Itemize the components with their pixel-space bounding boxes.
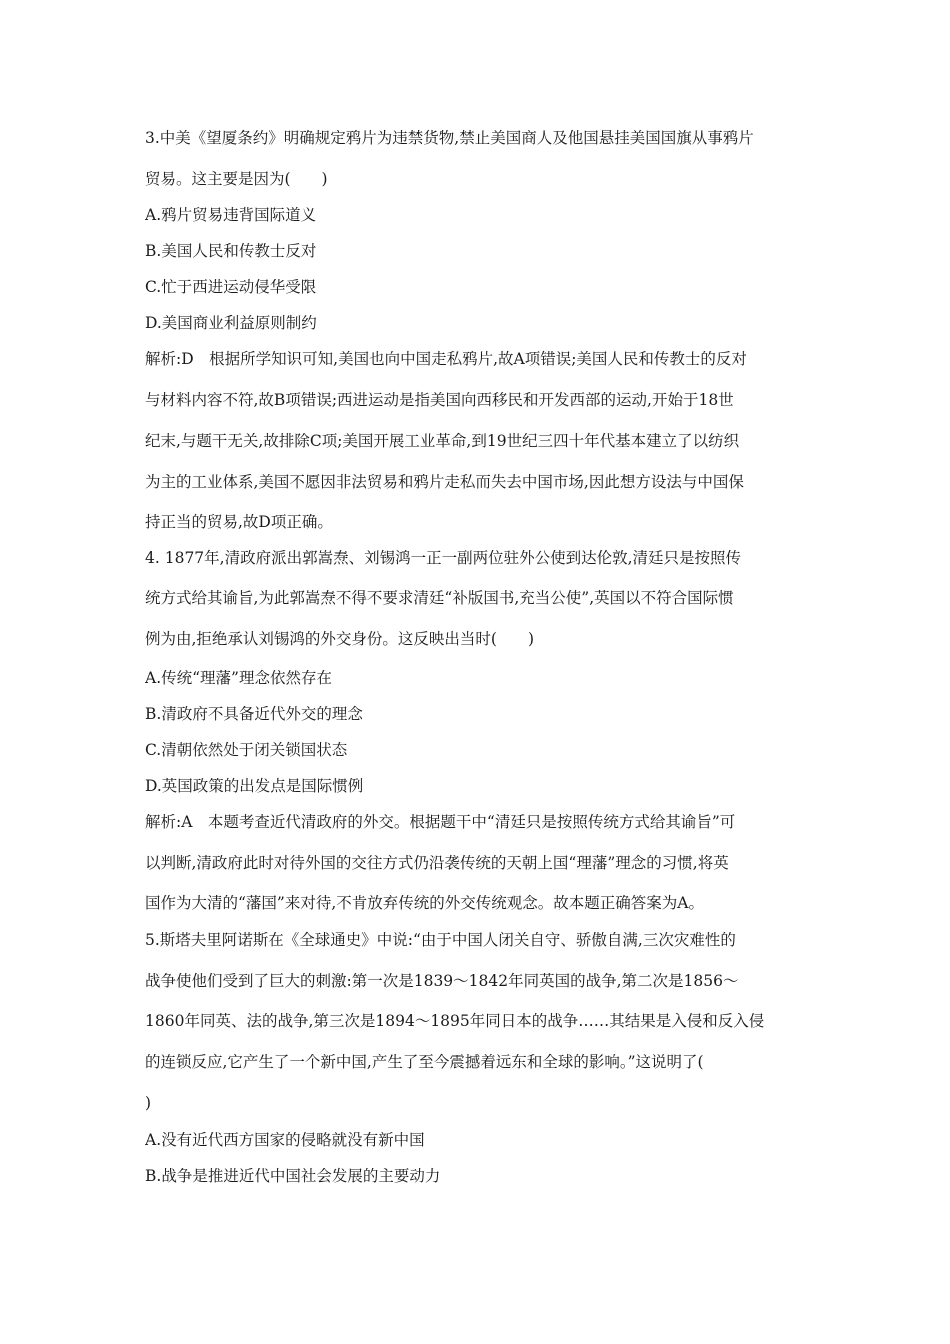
q5-stem-line-4: 的连锁反应,它产生了一个新中国,产生了至今震撼着远东和全球的影响。”这说明了( [145, 1053, 704, 1071]
q5-option-b: B.战争是推进近代中国社会发展的主要动力 [145, 1167, 441, 1185]
q3-option-c: C.忙于西进运动侵华受限 [145, 278, 317, 296]
q5-option-a: A.没有近代西方国家的侵略就没有新中国 [145, 1131, 425, 1149]
q3-stem-line-2: 贸易。这主要是因为( ) [145, 170, 328, 188]
q3-analysis-line-4: 为主的工业体系,美国不愿因非法贸易和鸦片走私而失去中国市场,因此想方设法与中国保 [145, 473, 744, 491]
q5-stem-line-2: 战争使他们受到了巨大的刺激:第一次是1839～1842年同英国的战争,第二次是1856～ [145, 972, 739, 990]
q3-analysis-line-5: 持正当的贸易,故D项正确。 [145, 513, 333, 531]
q4-analysis-line-2: 以判断,清政府此时对待外国的交往方式仍沿袭传统的天朝上国“理藩”理念的习惯,将英 [145, 854, 729, 872]
q5-stem-line-5: ) [145, 1094, 152, 1112]
q3-option-d: D.美国商业利益原则制约 [145, 314, 317, 332]
q4-analysis-line-1: 解析:A 本题考查近代清政府的外交。根据题干中“清廷只是按照传统方式给其谕旨”可 [145, 813, 736, 831]
q4-stem-line-3: 例为由,拒绝承认刘锡鸿的外交身份。这反映出当时( ) [145, 630, 535, 648]
q4-analysis-line-3: 国作为大清的“藩国”来对待,不肯放弃传统的外交传统观念。故本题正确答案为A。 [145, 894, 704, 912]
q3-stem-line-1: 3.中美《望厦条约》明确规定鸦片为违禁货物,禁止美国商人及他国悬挂美国国旗从事鸦片 [145, 129, 754, 147]
q3-option-b: B.美国人民和传教士反对 [145, 242, 317, 260]
q4-option-a: A.传统“理藩”理念依然存在 [145, 669, 332, 687]
q4-stem-line-2: 统方式给其谕旨,为此郭嵩焘不得不要求清廷“补版国书,充当公使”,英国以不符合国际惯 [145, 589, 734, 607]
q5-stem-line-3: 1860年同英、法的战争,第三次是1894～1895年同日本的战争……其结果是入侵和反入侵 [145, 1012, 765, 1030]
q4-stem-line-1: 4. 1877年,清政府派出郭嵩焘、刘锡鸿一正一副两位驻外公使到达伦敦,清廷只是按照传 [145, 549, 742, 567]
q4-option-c: C.清朝依然处于闭关锁国状态 [145, 741, 348, 759]
q5-stem-line-1: 5.斯塔夫里阿诺斯在《全球通史》中说:“由于中国人闭关自守、骄傲自满,三次灾难性的 [145, 931, 736, 949]
q4-option-b: B.清政府不具备近代外交的理念 [145, 705, 363, 723]
q3-analysis-line-1: 解析:D 根据所学知识可知,美国也向中国走私鸦片,故A项错误;美国人民和传教士的反对 [145, 350, 747, 368]
q3-analysis-line-3: 纪末,与题干无关,故排除C项;美国开展工业革命,到19世纪三四十年代基本建立了以纺织 [145, 432, 740, 450]
q4-option-d: D.英国政策的出发点是国际惯例 [145, 777, 364, 795]
q3-option-a: A.鸦片贸易违背国际道义 [145, 206, 317, 224]
q3-analysis-line-2: 与材料内容不符,故B项错误;西进运动是指美国向西移民和开发西部的运动,开始于18世 [145, 391, 734, 409]
